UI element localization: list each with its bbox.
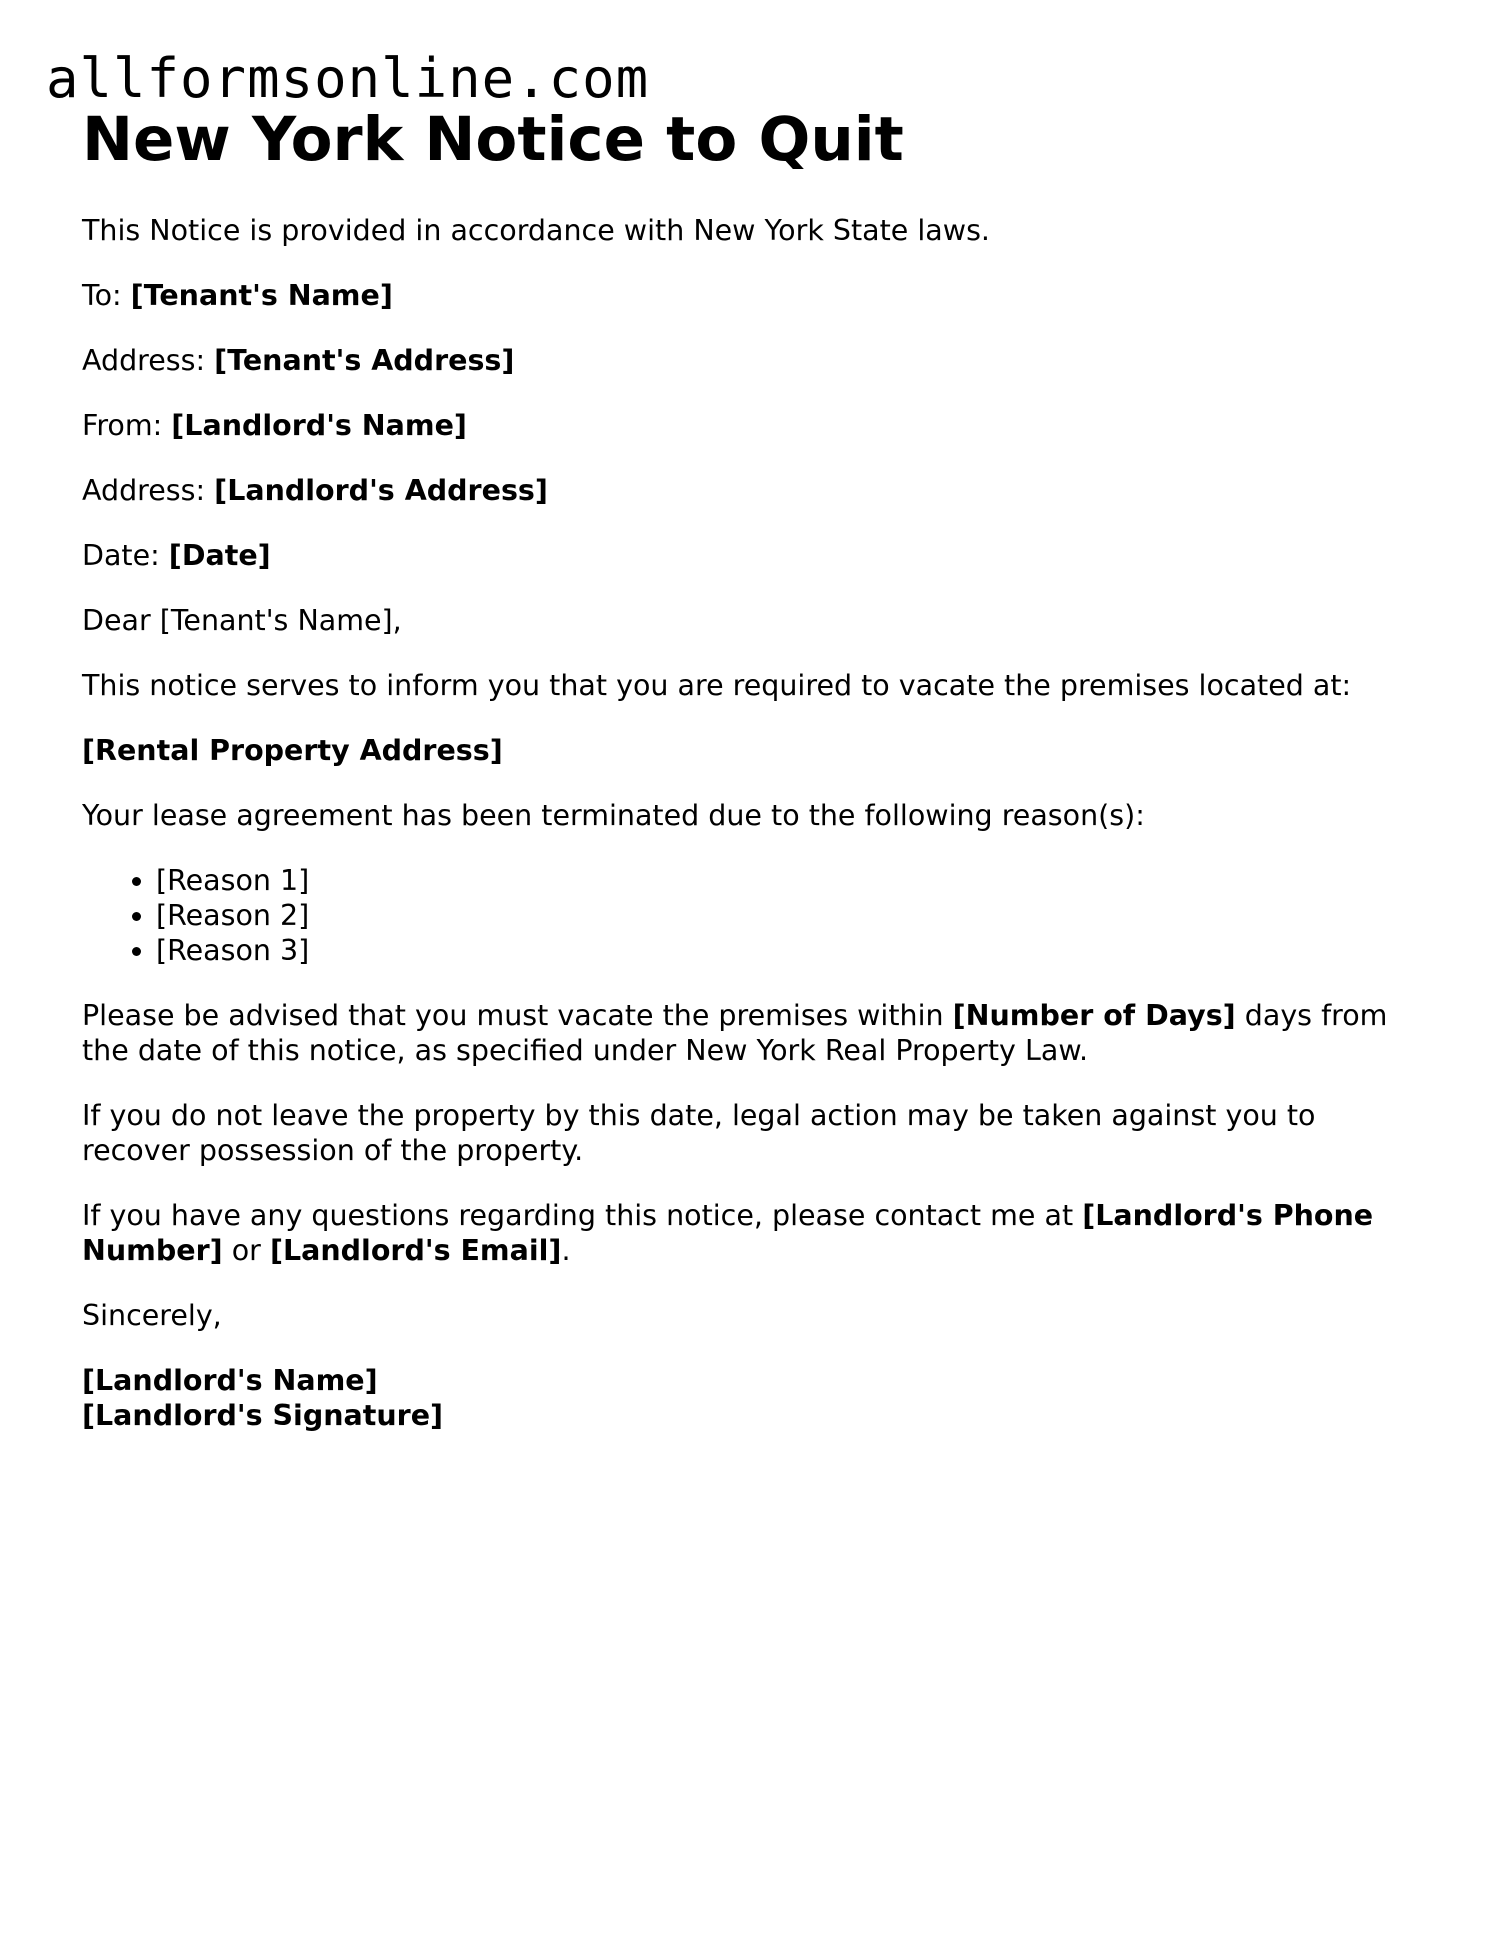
intro-paragraph: This Notice is provided in accordance with New York State laws.	[82, 214, 990, 247]
property-address-field: [Rental Property Address]	[82, 734, 503, 767]
contact-text-after: .	[561, 1234, 571, 1267]
salutation: Dear [Tenant's Name],	[82, 604, 402, 637]
reason-item: • [Reason 1]	[156, 863, 1422, 898]
deadline-text-after: days from the date of this notice, as specified under New York Real Property Law.	[82, 999, 1388, 1067]
tenant-address-label: Address:	[82, 344, 206, 377]
signature-field: [Landlord's Signature]	[82, 1399, 444, 1432]
landlord-address-field: [Landlord's Address]	[214, 474, 548, 507]
contact-paragraph	[82, 1198, 1422, 1268]
number-of-days-field: [Number of Days]	[952, 999, 1236, 1032]
landlord-address-label: Address:	[82, 474, 206, 507]
signature-name-field: [Landlord's Name]	[82, 1364, 378, 1397]
signature-block	[82, 1363, 1422, 1433]
reason-item: • [Reason 2]	[156, 898, 1422, 933]
date-line	[82, 538, 1422, 573]
landlord-address-line	[82, 473, 1422, 508]
from-line	[82, 408, 1422, 443]
landlord-name-field: [Landlord's Name]	[171, 409, 467, 442]
property-address-line	[82, 733, 1422, 768]
site-watermark: allformsonline.com	[46, 47, 650, 110]
to-line	[82, 278, 1422, 313]
reason-item: • [Reason 3]	[156, 933, 1422, 968]
contact-text-middle: or	[222, 1234, 270, 1267]
notice-document	[82, 100, 1422, 1463]
vacate-statement: This notice serves to inform you that you are required to vacate the premises located at:	[82, 669, 1352, 702]
tenant-address-field: [Tenant's Address]	[214, 344, 515, 377]
reasons-intro: Your lease agreement has been terminated due to the following reason(s):	[82, 799, 1145, 832]
to-label: To:	[82, 279, 122, 312]
deadline-paragraph	[82, 998, 1422, 1068]
date-label: Date:	[82, 539, 160, 572]
reasons-list	[82, 863, 1422, 968]
landlord-phone-field: [Landlord's Phone Number]	[82, 1199, 1374, 1267]
tenant-address-line	[82, 343, 1422, 378]
contact-text-before: If you have any questions regarding this notice, please contact me at	[82, 1199, 1083, 1232]
date-field: [Date]	[168, 539, 271, 572]
from-label: From:	[82, 409, 163, 442]
deadline-text-before: Please be advised that you must vacate the premises within	[82, 999, 953, 1032]
closing: Sincerely,	[82, 1299, 222, 1332]
tenant-name-field: [Tenant's Name]	[130, 279, 393, 312]
landlord-email-field: [Landlord's Email]	[269, 1234, 562, 1267]
document-title: New York Notice to Quit	[82, 104, 904, 175]
legal-warning: If you do not leave the property by this date, legal action may be taken against you to recover possession of the property.	[82, 1099, 1316, 1167]
